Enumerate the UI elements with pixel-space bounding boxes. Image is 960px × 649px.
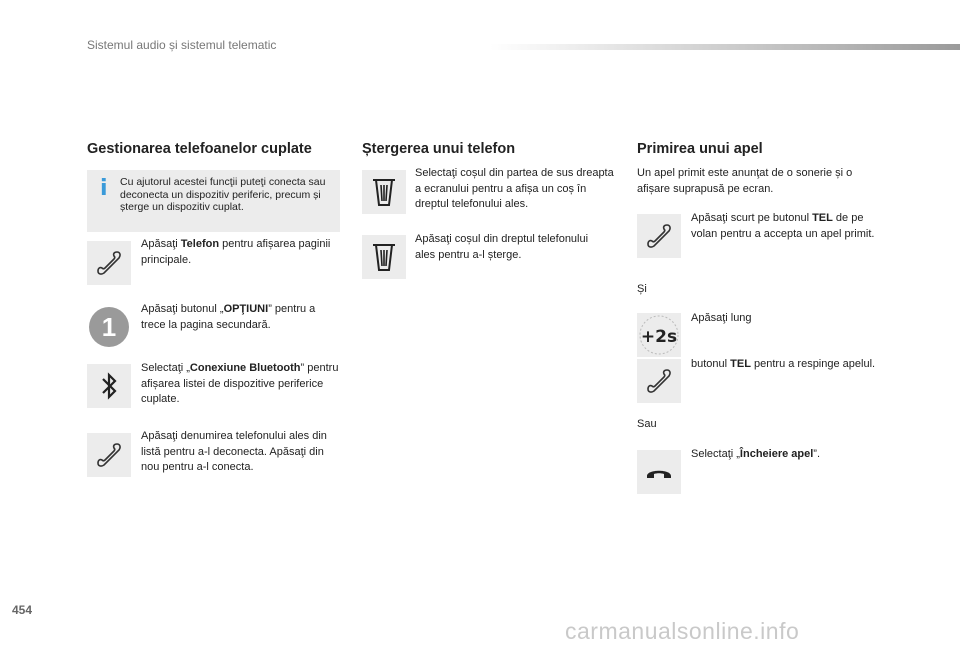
trash-icon — [370, 241, 398, 273]
step-connect-text: Apăsaţi denumirea telefonului ales din listă pentru a-l deconecta. Apăsaţi din nou pentru a-l conecta. — [141, 430, 327, 473]
step-accept-text: Apăsaţi scurt pe butonul TEL de pe volan pentru a accepta un apel primit. — [691, 212, 875, 240]
step-long-press-text: Apăsaţi lung — [691, 312, 752, 324]
step-end-call-text: Selectaţi „Încheiere apel”. — [691, 448, 821, 460]
tel-button[interactable] — [637, 359, 681, 403]
trash-button[interactable] — [362, 170, 406, 214]
phone-icon — [94, 440, 124, 470]
step-select-trash-text: Selectaţi coșul din partea de sus dreapta a ecranului pentru a afișa un coș în dreptul telefonului ales. — [415, 167, 614, 210]
phone-button[interactable] — [87, 241, 131, 285]
phone-icon — [644, 366, 674, 396]
section-heading-paired-phones: Gestionarea telefoanelor cuplate — [87, 141, 312, 157]
page-number: 454 — [12, 603, 33, 617]
step-bluetooth-text: Selectaţi „Conexiune Bluetooth” pentru afișarea listei de dispozitive periferice cuplate. — [141, 362, 339, 405]
long-press-badge-text: +2s — [640, 327, 678, 347]
phone-icon — [644, 221, 674, 251]
page-header-title: Sistemul audio și sistemul telematic — [87, 38, 277, 52]
bluetooth-icon — [97, 371, 121, 401]
step-number-badge: 1 — [89, 307, 129, 347]
step-delete-text: Apăsaţi coșul din dreptul telefonului ales pentru a-l șterge. — [415, 233, 589, 261]
step-options-text: Apăsaţi butonul „OPŢIUNI” pentru a trece la pagina secundară. — [141, 303, 316, 331]
bluetooth-connection-button[interactable] — [87, 364, 131, 408]
long-press-indicator — [637, 313, 681, 357]
end-call-button[interactable] — [637, 450, 681, 494]
section-heading-receive-call: Primirea unui apel — [637, 141, 763, 157]
trash-icon — [370, 176, 398, 208]
hang-up-icon — [644, 462, 674, 482]
connector-and: Și — [637, 283, 647, 295]
section-heading-delete-phone: Ștergerea unui telefon — [362, 141, 516, 157]
phone-icon — [94, 248, 124, 278]
step-phone-text: Apăsaţi Telefon pentru afișarea paginii principale. — [141, 238, 331, 266]
trash-button[interactable] — [362, 235, 406, 279]
connector-or: Sau — [637, 418, 657, 430]
info-text: Cu ajutorul acestei funcţii puteţi conecta sau deconecta un dispozitiv periferic, precum și șterge un dispozitiv cuplat. — [120, 176, 326, 213]
info-icon: i — [100, 176, 108, 201]
watermark: carmanualsonline.info — [565, 618, 800, 644]
header-divider-bar — [490, 44, 960, 50]
step-reject-text: butonul TEL pentru a respinge apelul. — [691, 358, 876, 370]
call-intro-text: Un apel primit este anunţat de o sonerie și o afișare suprapusă pe ecran. — [637, 167, 853, 195]
tel-button[interactable] — [637, 214, 681, 258]
two-seconds-icon — [637, 313, 681, 357]
phone-name-button[interactable] — [87, 433, 131, 477]
